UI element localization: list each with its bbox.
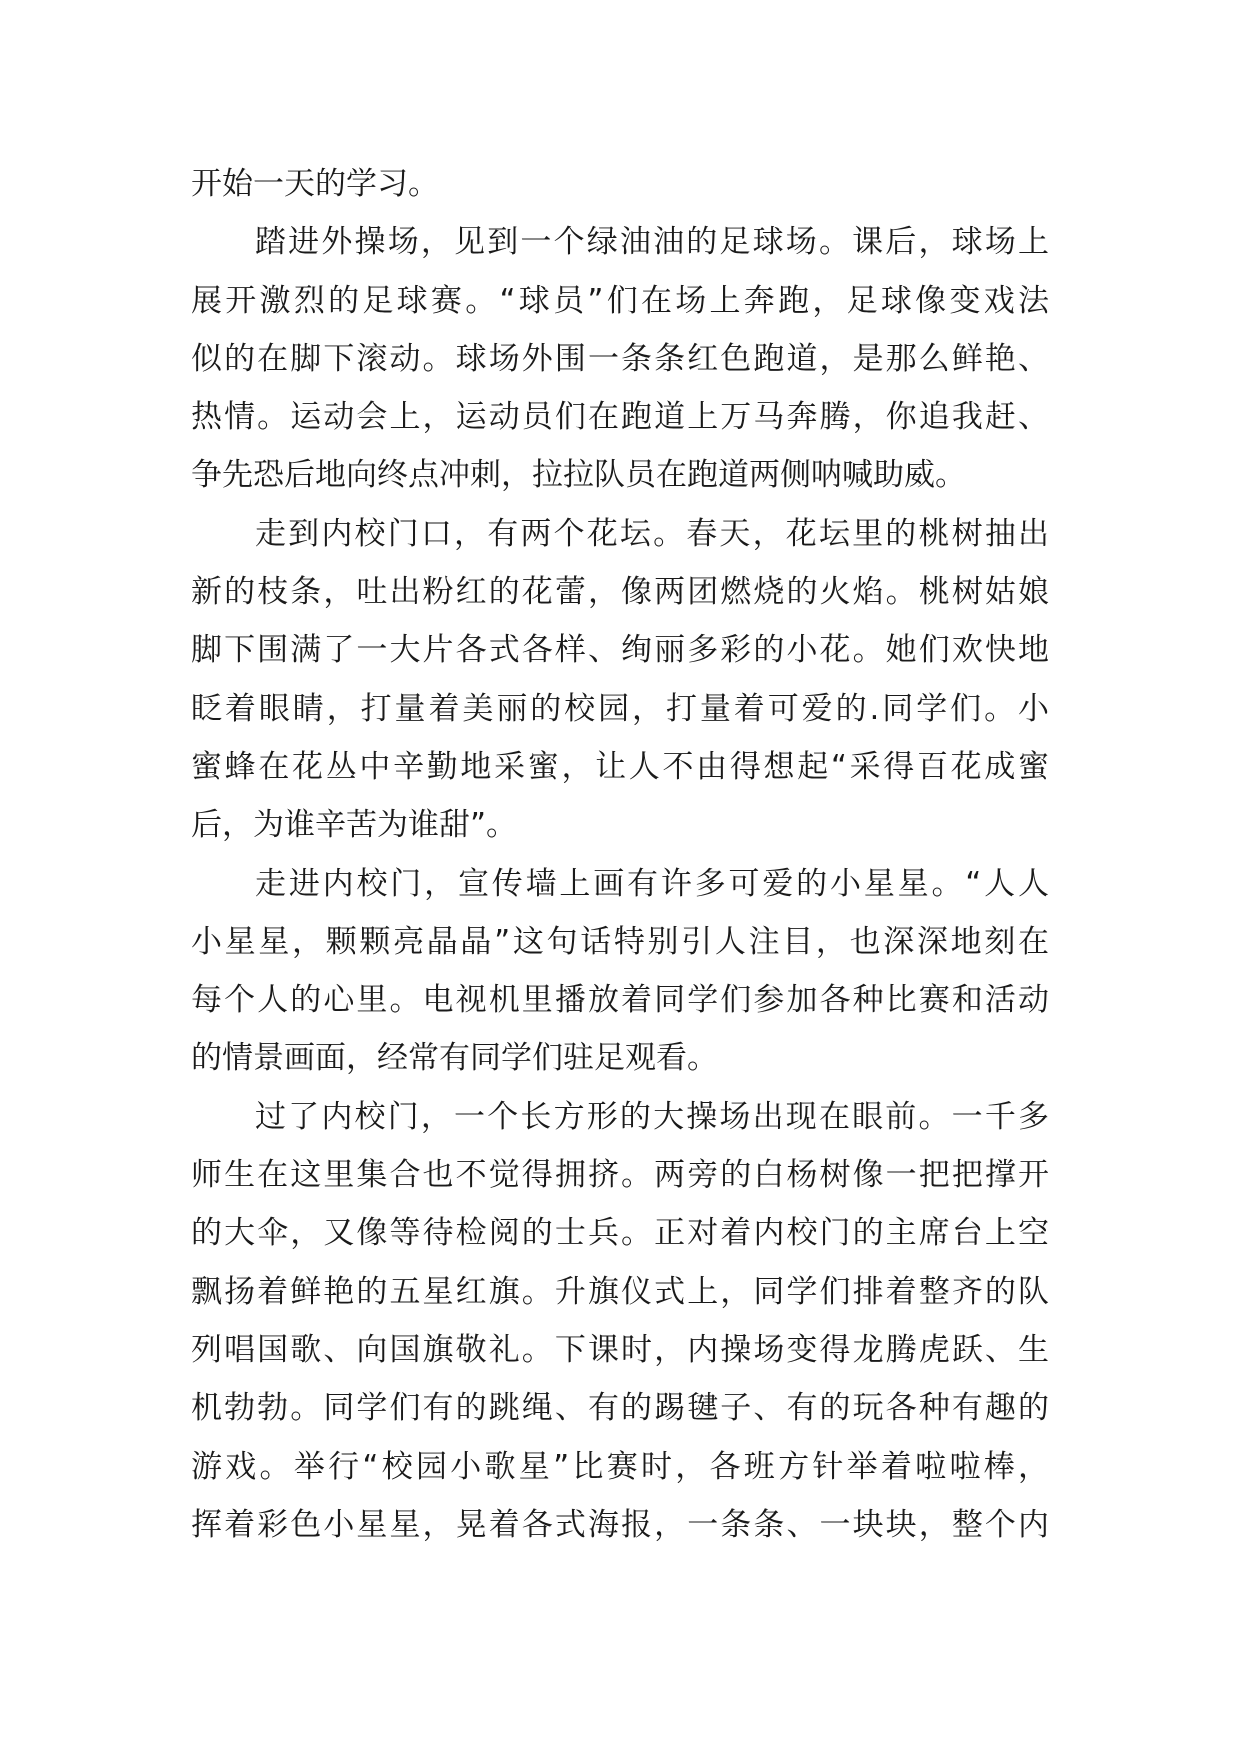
text-line: 展开激烈的足球赛。“球员”们在场上奔跑，足球像变戏法 [191, 282, 1049, 319]
paragraph-first-line: 过了内校门，一个长方形的大操场出现在眼前。一千多 [255, 1098, 1049, 1135]
text-line: 的情景画面，经常有同学们驻足观看。 [191, 1040, 718, 1077]
text-line: 游戏。举行“校园小歌星”比赛时，各班方针举着啦啦棒， [191, 1448, 1049, 1485]
text-line: 机勃勃。同学们有的跳绳、有的踢毽子、有的玩各种有趣的 [191, 1390, 1049, 1427]
text-line: 开始一天的学习。 [191, 166, 439, 202]
paragraph-first-line: 走进内校门，宣传墙上画有许多可爱的小星星。“人人 [255, 865, 1049, 902]
text-line: 脚下围满了一大片各式各样、绚丽多彩的小花。她们欢快地 [191, 632, 1049, 669]
paragraph-first-line: 走到内校门口，有两个花坛。春天，花坛里的桃树抽出 [255, 515, 1049, 552]
text-line: 眨着眼睛，打量着美丽的校园，打量着可爱的.同学们。小 [191, 690, 1049, 727]
text-line: 新的枝条，吐出粉红的花蕾，像两团燃烧的火焰。桃树姑娘 [191, 574, 1049, 611]
text-line: 飘扬着鲜艳的五星红旗。升旗仪式上，同学们排着整齐的队 [191, 1273, 1049, 1310]
paragraph-first-line: 踏进外操场，见到一个绿油油的足球场。课后，球场上 [255, 224, 1049, 261]
text-line: 似的在脚下滚动。球场外围一条条红色跑道，是那么鲜艳、 [191, 340, 1049, 377]
text-line: 小星星，颗颗亮晶晶”这句话特别引人注目，也深深地刻在 [191, 923, 1049, 960]
text-line: 挥着彩色小星星，晃着各式海报，一条条、一块块，整个内 [191, 1506, 1049, 1543]
text-line: 每个人的心里。电视机里播放着同学们参加各种比赛和活动 [191, 982, 1049, 1019]
document-body [191, 155, 1049, 1554]
text-line: 争先恐后地向终点冲刺，拉拉队员在跑道两侧呐喊助威。 [191, 457, 966, 494]
text-line: 后，为谁辛苦为谁甜”。 [191, 807, 518, 844]
text-line: 师生在这里集合也不觉得拥挤。两旁的白杨树像一把把撑开 [191, 1157, 1049, 1194]
text-line: 蜜蜂在花丛中辛勤地采蜜，让人不由得想起“采得百花成蜜 [191, 748, 1049, 785]
text-line: 的大伞，又像等待检阅的士兵。正对着内校门的主席台上空 [191, 1215, 1049, 1252]
text-line: 列唱国歌、向国旗敬礼。下课时，内操场变得龙腾虎跃、生 [191, 1331, 1049, 1368]
text-line: 热情。运动会上，运动员们在跑道上万马奔腾，你追我赶、 [191, 399, 1049, 436]
